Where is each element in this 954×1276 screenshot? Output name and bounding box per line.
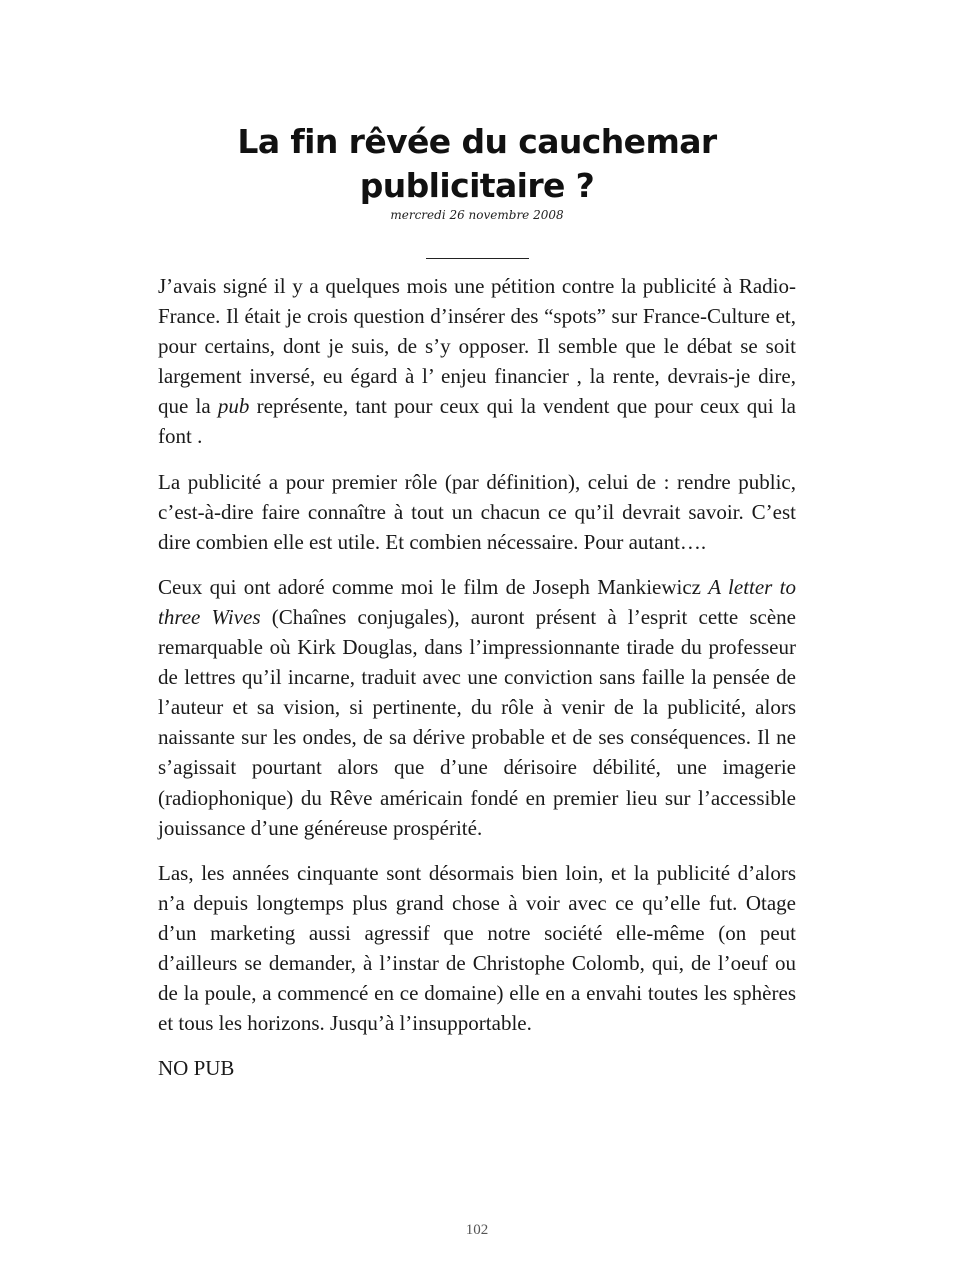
paragraph-2: La publicité a pour premier rôle (par définition), celui de : rendre public, c’est-à-dire faire connaître à tout un chacun ce qu’il devrait savoir. C’est dire combien elle est utile. Et combien nécessaire. Pour autant….: [158, 469, 796, 554]
article-title: La fin rêvée du cauchemar publicitaire ?: [237, 122, 717, 205]
paragraph-1-text-a: J’avais signé il y a quelques mois une pétition contre la publicité à Radio-France. Il était je crois question d’insérer des “spots” sur France-Culture et, pour certains, dont je suis, de s’y opposer. Il semble que le débat se soit largement inversé, eu égard à l’ enjeu financier , la rente, devrais-je dire, que la: [158, 274, 796, 419]
paragraph-1: [158, 271, 796, 452]
paragraph-3-text-b: (Chaînes conjugales), auront présent à l’esprit cette scène remarquable où Kirk Douglas, dans l’impressionnante tirade du professeur de lettres qu’il incarne, traduit avec une conviction sans faille la pensée de l’auteur et sa vision, si pertinente, du rôle à venir de la publicité, alors naissante sur les ondes, de sa dérive probable et de ses conséquences. Il ne s’agissait pourtant alors que d’une dérisoire débilité, une imagerie (radiophonique) du Rêve américain fondé en premier lieu sur l’accessible jouissance d’une généreuse prospérité.: [158, 604, 796, 840]
paragraph-3-text-a: Ceux qui ont adoré comme moi le film de Joseph Mankiewicz: [158, 574, 709, 599]
page-number: 102: [465, 1222, 489, 1238]
film-title: A letter to three Wives: [158, 574, 796, 629]
paragraph-1-italic: pub: [217, 394, 250, 419]
title-separator: [426, 258, 529, 259]
paragraph-5: NO PUB: [158, 1056, 235, 1081]
paragraph-3: [158, 572, 796, 843]
paragraph-4: Las, les années cinquante sont désormais bien loin, et la publicité d’alors n’a depuis longtemps plus grand chose à voir avec ce qu’elle fut. Otage d’un marketing aussi agressif que notre société elle-même (on peut d’ailleurs se demander, à l’instar de Christophe Colomb, qui, de l’oeuf ou de la poule, a commencé en ce domaine) elle en a envahi toutes les sphères et tous les horizons. Jusqu’à l’insupportable.: [158, 860, 796, 1036]
article-body: [158, 271, 796, 1098]
article-date: mercredi 26 novembre 2008: [390, 208, 564, 222]
paragraph-1-text-b: représente, tant pour ceux qui la vendent que pour ceux qui la font .: [158, 394, 796, 449]
